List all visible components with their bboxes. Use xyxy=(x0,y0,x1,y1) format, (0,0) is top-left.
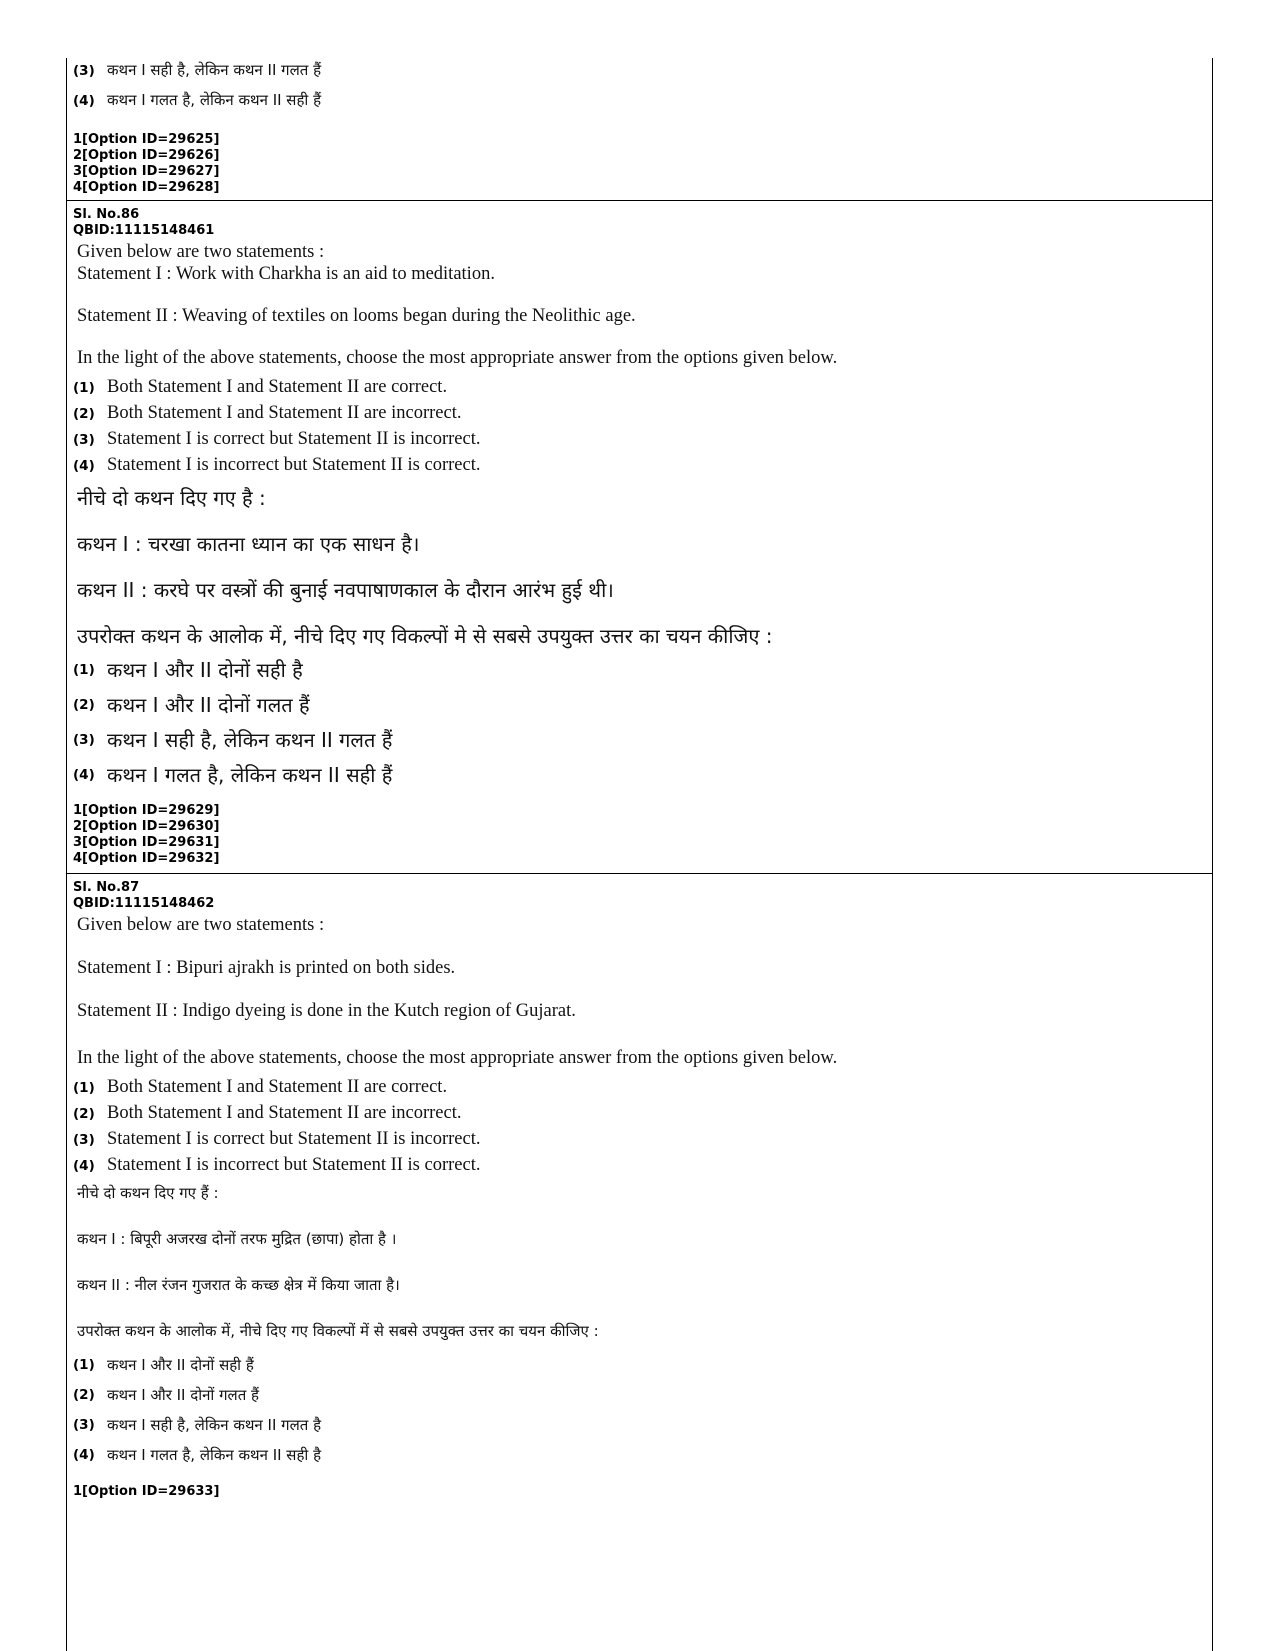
option-number: (3) xyxy=(73,731,95,748)
statement-1: Statement I : Work with Charkha is an aid to meditation. xyxy=(77,264,495,284)
hindi-intro: नीचे दो कथन दिए गए है : xyxy=(77,486,266,510)
option-id: 4[Option ID=29632] xyxy=(73,851,220,866)
hindi-option-2 xyxy=(73,1380,1212,1410)
option-number: (3) xyxy=(73,1132,95,1148)
option-text: Statement I is incorrect but Statement II is correct. xyxy=(107,1155,481,1175)
option-text: Both Statement I and Statement II are incorrect. xyxy=(107,1103,462,1123)
option-3 xyxy=(73,428,1212,454)
option-id: 2[Option ID=29630] xyxy=(73,819,220,834)
option-id: 1[Option ID=29633] xyxy=(73,1484,220,1499)
option-text: कथन I गलत है, लेकिन कथन II सही हैं xyxy=(107,763,393,787)
hindi-instruction: उपरोक्त कथन के आलोक में, नीचे दिए गए विकल्पों में से सबसे उपयुक्त उत्तर का चयन कीजिए : xyxy=(77,1322,599,1340)
hindi-option-4 xyxy=(73,1440,1212,1470)
instruction: In the light of the above statements, choose the most appropriate answer from the options given below. xyxy=(77,1048,838,1068)
option-text: Both Statement I and Statement II are correct. xyxy=(107,377,448,397)
option-id: 3[Option ID=29627] xyxy=(73,164,220,179)
option-id: 3[Option ID=29631] xyxy=(73,835,220,850)
english-options xyxy=(73,1076,1212,1180)
hindi-intro: नीचे दो कथन दिए गए हैं : xyxy=(77,1184,219,1202)
option-text: Both Statement I and Statement II are incorrect. xyxy=(107,403,462,423)
option-number: (2) xyxy=(73,406,95,422)
hindi-option-4 xyxy=(73,757,1212,792)
option-text: कथन I सही है, लेकिन कथन II गलत है xyxy=(107,1416,322,1434)
option-number: (2) xyxy=(73,1106,95,1122)
hindi-statement-2: कथन II : करघे पर वस्त्रों की बुनाई नवपाषाणकाल के दौरान आरंभ हुई थी। xyxy=(77,578,614,602)
option-text: कथन I और II दोनों गलत हैं xyxy=(107,1386,259,1404)
hindi-statement-1: कथन I : बिपूरी अजरख दोनों तरफ मुद्रित (छापा) होता है । xyxy=(77,1230,397,1248)
question-intro: Given below are two statements : xyxy=(77,915,325,935)
question-header xyxy=(73,201,1212,239)
hindi-option-3 xyxy=(73,60,1212,90)
option-id: 1[Option ID=29629] xyxy=(73,803,220,818)
option-text: कथन I और II दोनों सही है xyxy=(107,658,303,682)
option-id: 2[Option ID=29626] xyxy=(73,148,220,163)
hindi-statement-2: कथन II : नील रंजन गुजरात के कच्छ क्षेत्र में किया जाता है। xyxy=(77,1276,400,1294)
qbid: QBID:11115148461 xyxy=(73,223,215,238)
qbid: QBID:11115148462 xyxy=(73,896,215,911)
hindi-option-1 xyxy=(73,652,1212,687)
option-id-list xyxy=(73,803,1212,867)
option-number: (4) xyxy=(73,766,95,783)
english-options xyxy=(73,376,1212,480)
serial-number: Sl. No.86 xyxy=(73,207,140,222)
hindi-section xyxy=(73,1180,1212,1350)
option-3 xyxy=(73,1128,1212,1154)
option-number: (1) xyxy=(73,661,95,678)
statement-1: Statement I : Bipuri ajrakh is printed on both sides. xyxy=(77,958,456,978)
option-number: (3) xyxy=(73,432,95,448)
option-number: (2) xyxy=(73,696,95,713)
hindi-option-4 xyxy=(73,90,1212,120)
question-85-tail xyxy=(67,60,1212,201)
hindi-statement-1: कथन I : चरखा कातना ध्यान का एक साधन है। xyxy=(77,532,420,556)
option-text: कथन I गलत है, लेकिन कथन II सही हैं xyxy=(107,91,322,109)
option-number: (3) xyxy=(73,1417,95,1433)
option-4 xyxy=(73,1154,1212,1180)
option-text: कथन I और II दोनों सही हैं xyxy=(107,1356,254,1374)
hindi-option-3 xyxy=(73,722,1212,757)
hindi-instruction: उपरोक्त कथन के आलोक में, नीचे दिए गए विकल्पों मे से सबसे उपयुक्त उत्तर का चयन कीजिए : xyxy=(77,624,773,648)
question-87 xyxy=(67,874,1212,1503)
option-id-list xyxy=(73,132,1212,196)
question-intro: Given below are two statements : xyxy=(77,242,325,262)
option-id: 4[Option ID=29628] xyxy=(73,180,220,195)
option-number: (1) xyxy=(73,1080,95,1096)
option-id-list xyxy=(73,1484,1212,1500)
option-4 xyxy=(73,454,1212,480)
option-number: (1) xyxy=(73,380,95,396)
serial-number: Sl. No.87 xyxy=(73,880,140,895)
option-number: (4) xyxy=(73,1158,95,1174)
option-text: Statement I is incorrect but Statement II is correct. xyxy=(107,455,481,475)
hindi-section xyxy=(73,480,1212,652)
question-paper-page xyxy=(66,58,1213,1651)
option-number: (4) xyxy=(73,458,95,474)
option-number: (2) xyxy=(73,1387,95,1403)
hindi-options xyxy=(73,1350,1212,1470)
option-number: (1) xyxy=(73,1357,95,1373)
option-id: 1[Option ID=29625] xyxy=(73,132,220,147)
option-2 xyxy=(73,402,1212,428)
option-text: कथन I गलत है, लेकिन कथन II सही है xyxy=(107,1446,322,1464)
option-text: कथन I सही है, लेकिन कथन II गलत हैं xyxy=(107,728,393,752)
option-1 xyxy=(73,1076,1212,1102)
statement-2: Statement II : Indigo dyeing is done in the Kutch region of Gujarat. xyxy=(77,1001,576,1021)
option-text: Statement I is correct but Statement II is incorrect. xyxy=(107,429,481,449)
hindi-option-3 xyxy=(73,1410,1212,1440)
question-86 xyxy=(67,201,1212,874)
statement-2: Statement II : Weaving of textiles on looms began during the Neolithic age. xyxy=(77,306,636,326)
option-text: कथन I और II दोनों गलत हैं xyxy=(107,693,310,717)
option-text: Statement I is correct but Statement II is incorrect. xyxy=(107,1129,481,1149)
hindi-options xyxy=(73,652,1212,792)
option-number: (4) xyxy=(73,93,95,109)
question-header xyxy=(73,874,1212,912)
option-2 xyxy=(73,1102,1212,1128)
hindi-option-2 xyxy=(73,687,1212,722)
hindi-option-1 xyxy=(73,1350,1212,1380)
option-number: (3) xyxy=(73,63,95,79)
instruction: In the light of the above statements, choose the most appropriate answer from the options given below. xyxy=(77,348,838,368)
option-text: Both Statement I and Statement II are correct. xyxy=(107,1077,448,1097)
option-1 xyxy=(73,376,1212,402)
option-number: (4) xyxy=(73,1447,95,1463)
option-text: कथन I सही है, लेकिन कथन II गलत हैं xyxy=(107,61,322,79)
